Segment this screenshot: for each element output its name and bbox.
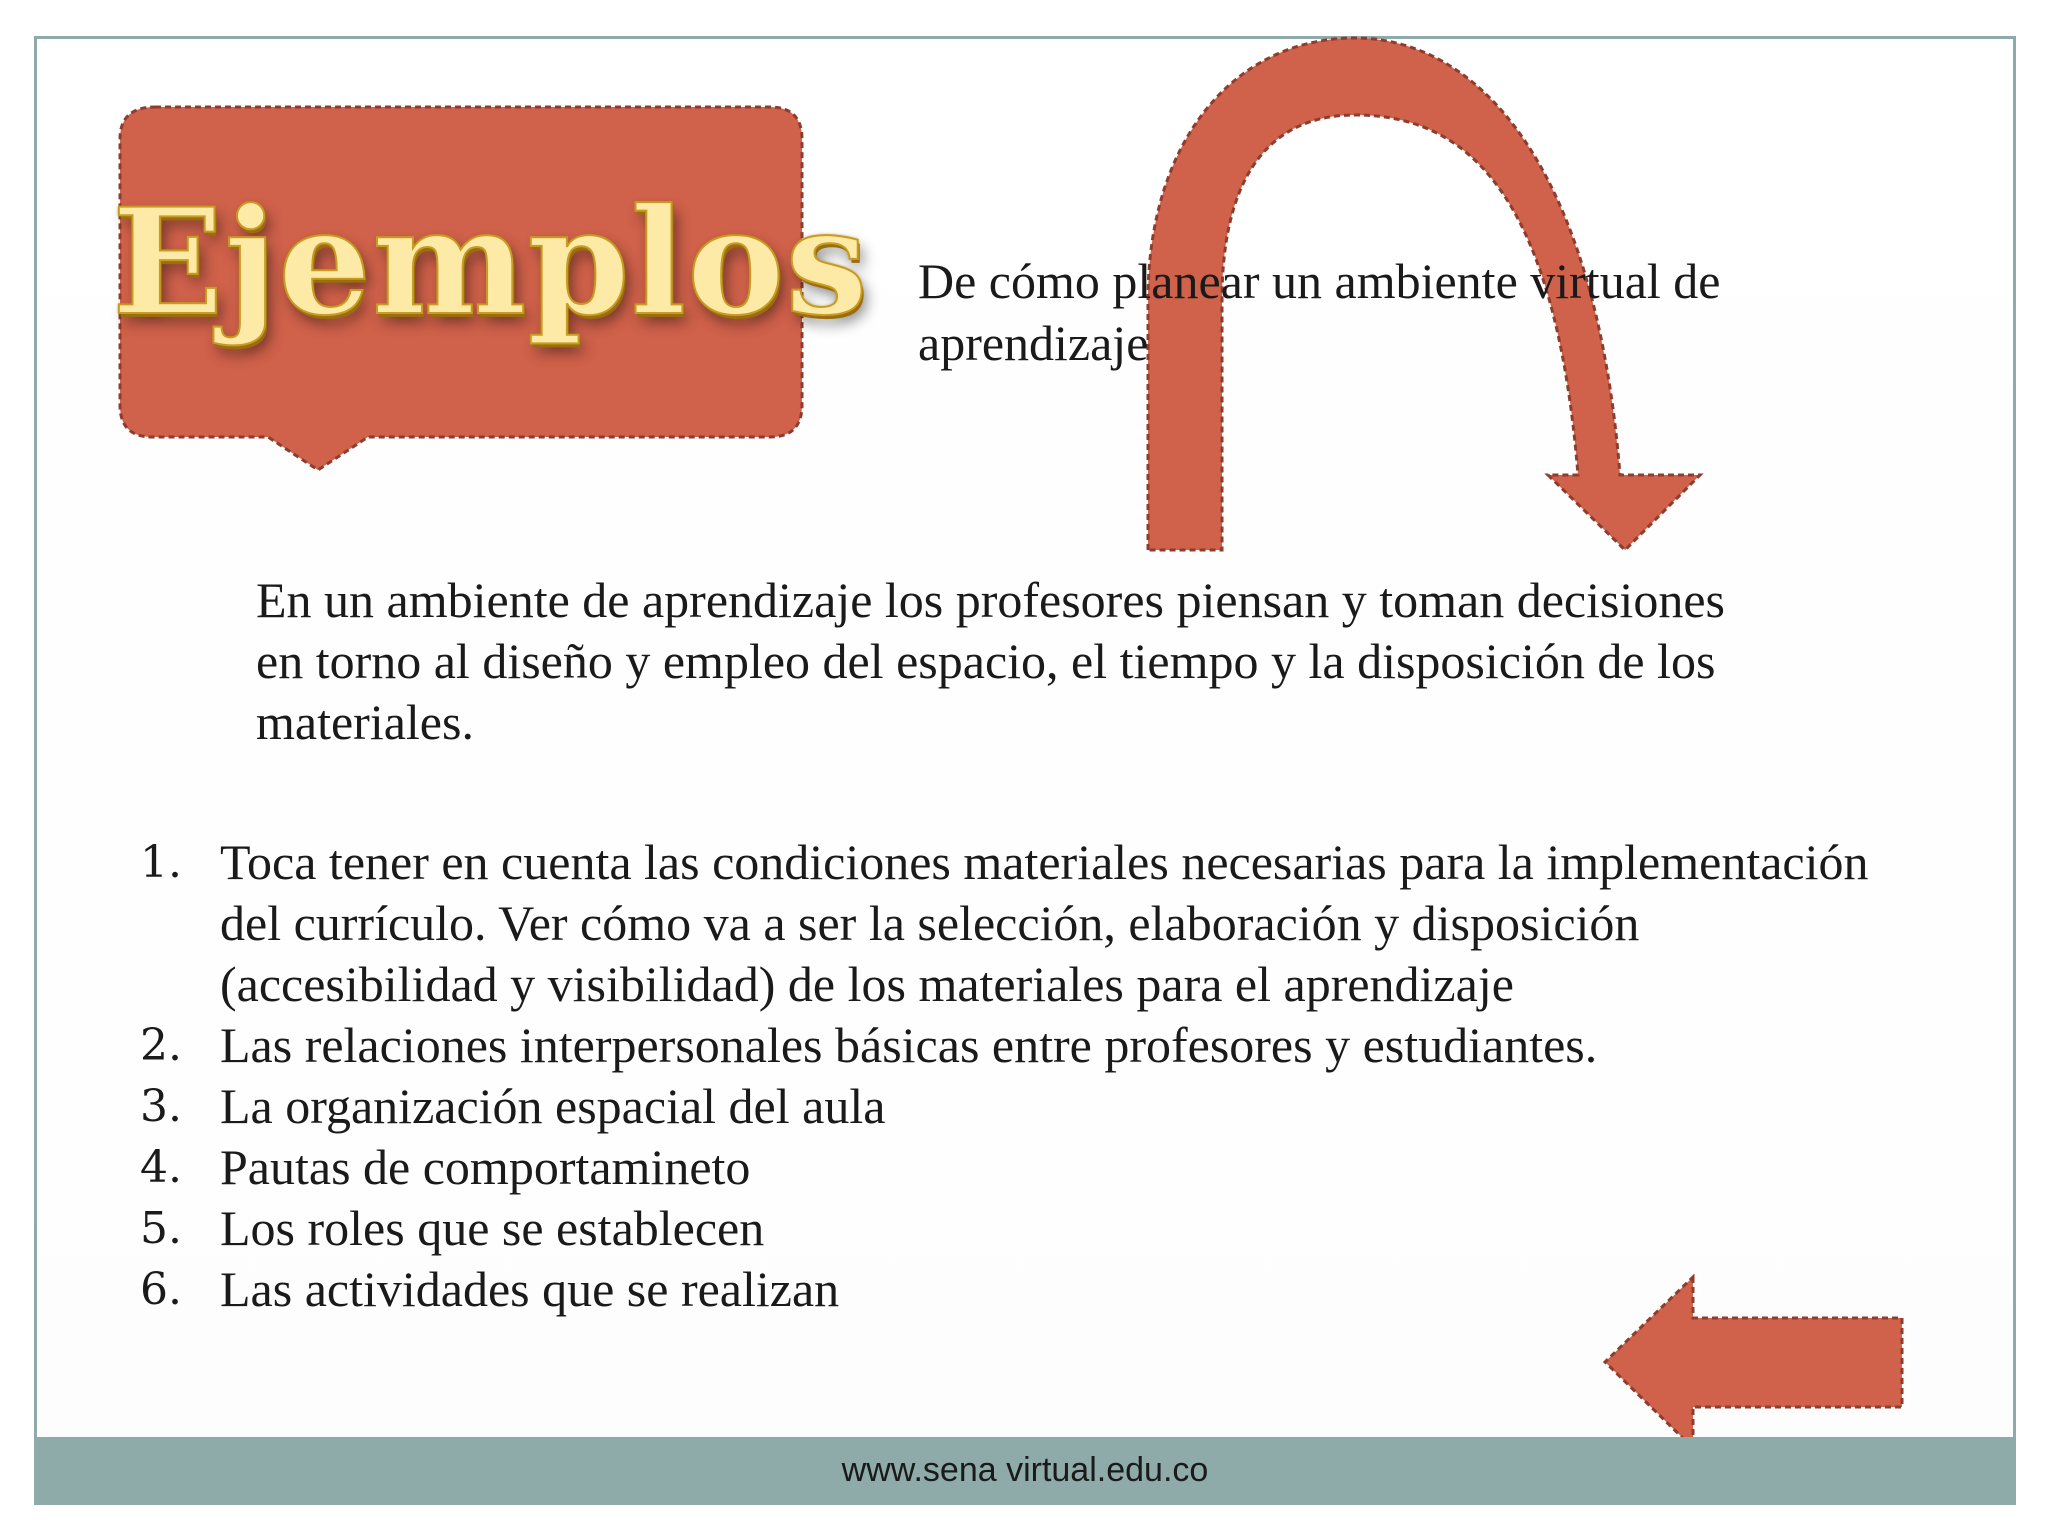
list-item-number: 4. <box>140 1142 182 1193</box>
list-item-text: Pautas de comportamineto <box>220 1139 751 1195</box>
list-item <box>140 1137 1920 1198</box>
list-item-number: 5. <box>140 1203 182 1254</box>
intro-paragraph: En un ambiente de aprendizaje los profesores piensan y toman decisiones en torno al diseño y empleo del espacio, el tiempo y la disposición de los materiales. <box>256 572 1725 750</box>
list-item-text: La organización espacial del aula <box>220 1078 886 1134</box>
list-item-text: Las actividades que se realizan <box>220 1261 840 1317</box>
list-item <box>140 832 1920 1015</box>
footer-url: www.sena virtual.edu.co <box>841 1451 1209 1489</box>
list-item-number: 6. <box>140 1264 182 1315</box>
list-item-text: Las relaciones interpersonales básicas entre profesores y estudiantes. <box>220 1017 1598 1073</box>
list-item-text: Toca tener en cuenta las condiciones materiales necesarias para la implementación del currículo. Ver cómo va a ser la selección, elaboración y disposición (accesibilidad y visibilidad) de los materiales para el aprendizaje <box>220 834 1869 1012</box>
slide-title: Ejemplos <box>112 177 869 348</box>
list-item <box>140 1015 1920 1076</box>
points-list <box>140 832 1920 1320</box>
list-item-number: 2. <box>140 1020 182 1071</box>
list-item-number: 1. <box>140 837 182 888</box>
list-item-number: 3. <box>140 1081 182 1132</box>
list-item-text: Los roles que se establecen <box>220 1200 765 1256</box>
list-item <box>140 1259 1920 1320</box>
list-item <box>140 1198 1920 1259</box>
list-item <box>140 1076 1920 1137</box>
footer-bar <box>36 1437 2014 1503</box>
slide-subtitle: De cómo planear un ambiente virtual de aprendizaje <box>918 253 1721 371</box>
